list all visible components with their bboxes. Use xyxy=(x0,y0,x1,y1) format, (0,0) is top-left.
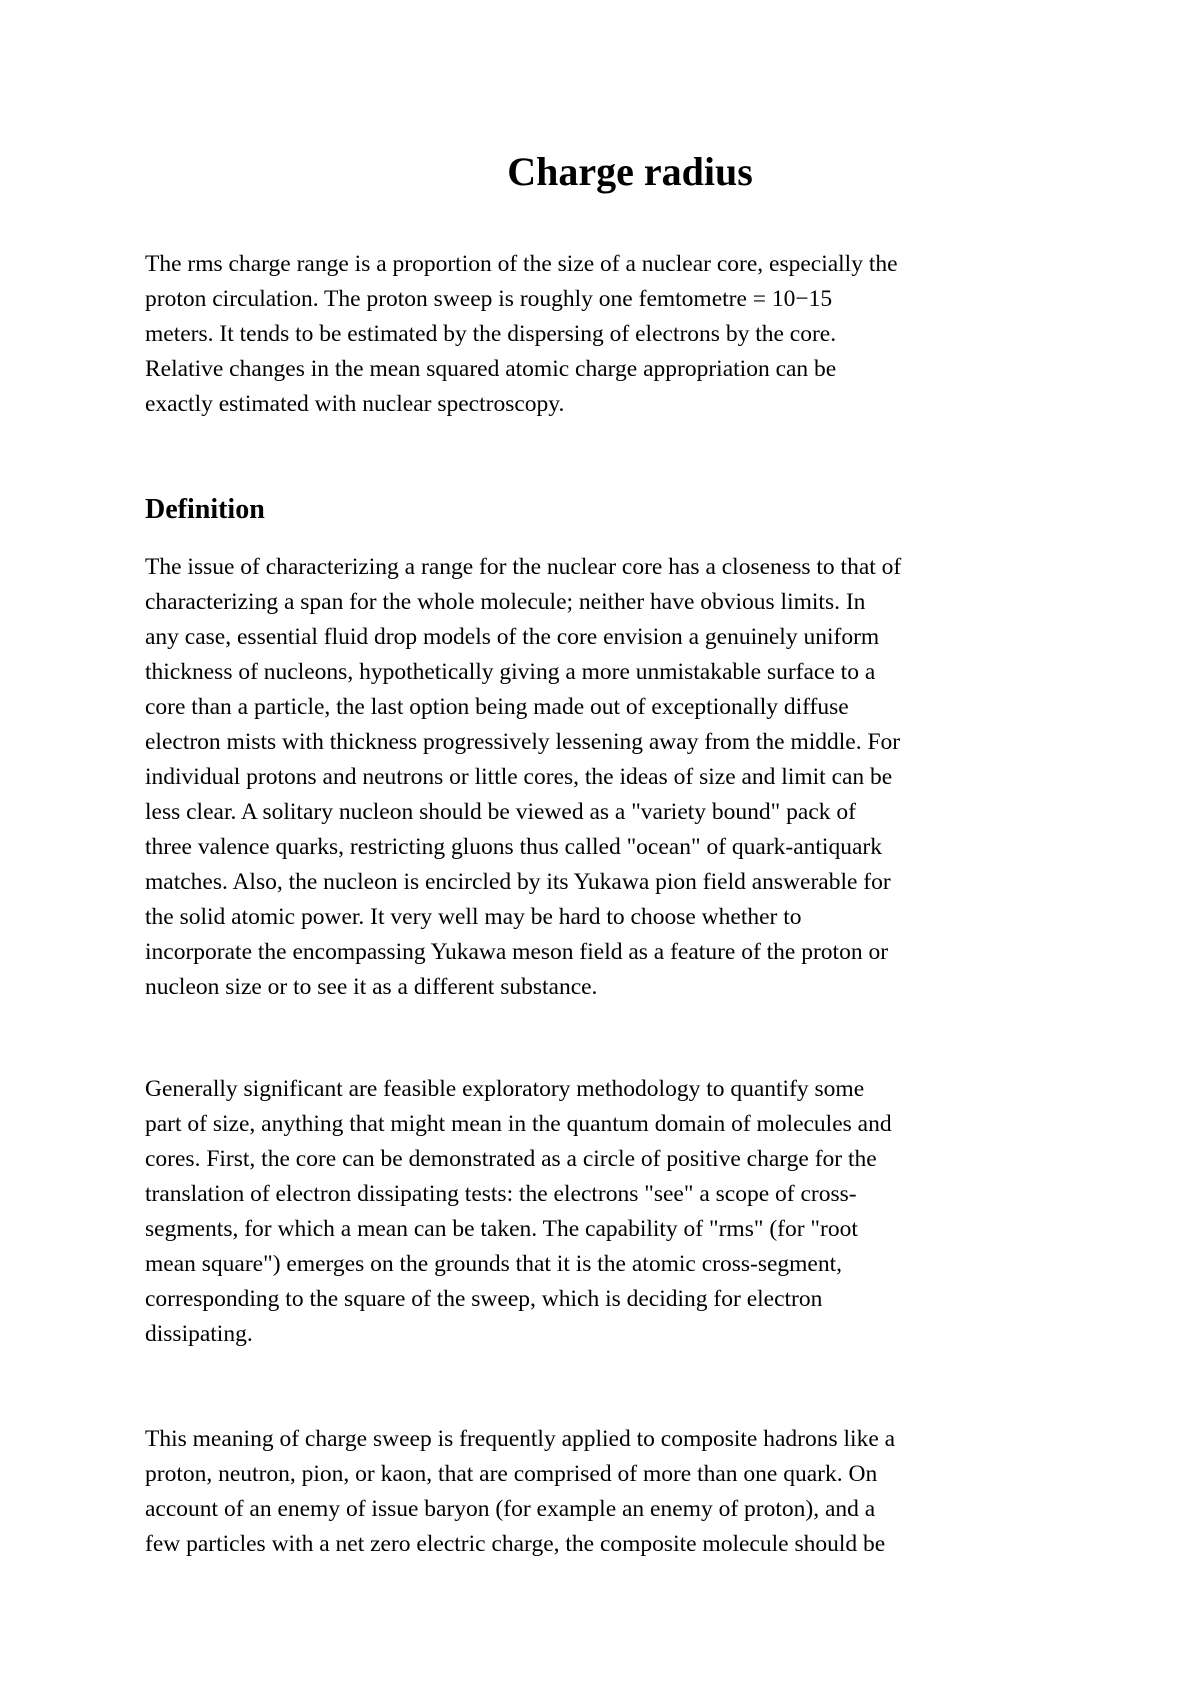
paragraph-line: This meaning of charge sweep is frequently applied to composite hadrons like a xyxy=(145,1426,896,1452)
paragraph-line: any case, essential fluid drop models of the core envision a genuinely uniform xyxy=(145,624,880,650)
section-heading-definition: Definition xyxy=(145,494,265,525)
paragraph-line: exactly estimated with nuclear spectroscopy. xyxy=(145,391,565,417)
paragraph-line: incorporate the encompassing Yukawa meson field as a feature of the proton or xyxy=(145,939,889,965)
paragraph-line: the solid atomic power. It very well may be hard to choose whether to xyxy=(145,904,802,930)
paragraph-line: electron mists with thickness progressively lessening away from the middle. For xyxy=(145,729,901,755)
paragraph-line: Relative changes in the mean squared atomic charge appropriation can be xyxy=(145,356,837,382)
paragraph-line: proton circulation. The proton sweep is roughly one femtometre = 10−15 xyxy=(145,286,833,312)
paragraph-line: cores. First, the core can be demonstrated as a circle of positive charge for the xyxy=(145,1146,877,1172)
paragraph-line: core than a particle, the last option being made out of exceptionally diffuse xyxy=(145,694,849,720)
paragraph-line: less clear. A solitary nucleon should be viewed as a "variety bound" pack of xyxy=(145,799,856,825)
methodology-paragraph xyxy=(145,1072,1080,1352)
paragraph-line: thickness of nucleons, hypothetically giving a more unmistakable surface to a xyxy=(145,659,876,685)
paragraph-line: nucleon size or to see it as a different substance. xyxy=(145,974,598,1000)
paragraph-line: part of size, anything that might mean in the quantum domain of molecules and xyxy=(145,1111,892,1137)
paragraph-line: dissipating. xyxy=(145,1321,253,1347)
paragraph-line: translation of electron dissipating tests: the electrons "see" a scope of cross- xyxy=(145,1181,857,1207)
paragraph-line: proton, neutron, pion, or kaon, that are comprised of more than one quark. On xyxy=(145,1461,878,1487)
paragraph-line: three valence quarks, restricting gluons thus called "ocean" of quark-antiquark xyxy=(145,834,882,860)
intro-paragraph xyxy=(145,247,1080,422)
paragraph-line: mean square") emerges on the grounds that it is the atomic cross-segment, xyxy=(145,1251,843,1277)
paragraph-line: The issue of characterizing a range for the nuclear core has a closeness to that of xyxy=(145,554,902,580)
paragraph-line: Generally significant are feasible exploratory methodology to quantify some xyxy=(145,1076,865,1102)
hadron-paragraph xyxy=(145,1422,1080,1562)
paragraph-line: few particles with a net zero electric charge, the composite molecule should be xyxy=(145,1531,886,1557)
paragraph-line: meters. It tends to be estimated by the dispersing of electrons by the core. xyxy=(145,321,837,347)
paragraph-line: characterizing a span for the whole molecule; neither have obvious limits. In xyxy=(145,589,866,615)
paragraph-line: matches. Also, the nucleon is encircled by its Yukawa pion field answerable for xyxy=(145,869,891,895)
page-title: Charge radius xyxy=(507,149,753,194)
paragraph-line: The rms charge range is a proportion of the size of a nuclear core, especially the xyxy=(145,251,898,277)
paragraph-line: segments, for which a mean can be taken. The capability of "rms" (for "root xyxy=(145,1216,858,1242)
definition-paragraph xyxy=(145,550,1080,1005)
paragraph-line: individual protons and neutrons or little cores, the ideas of size and limit can be xyxy=(145,764,893,790)
paragraph-line: account of an enemy of issue baryon (for example an enemy of proton), and a xyxy=(145,1496,876,1522)
paragraph-line: corresponding to the square of the sweep, which is deciding for electron xyxy=(145,1286,823,1312)
